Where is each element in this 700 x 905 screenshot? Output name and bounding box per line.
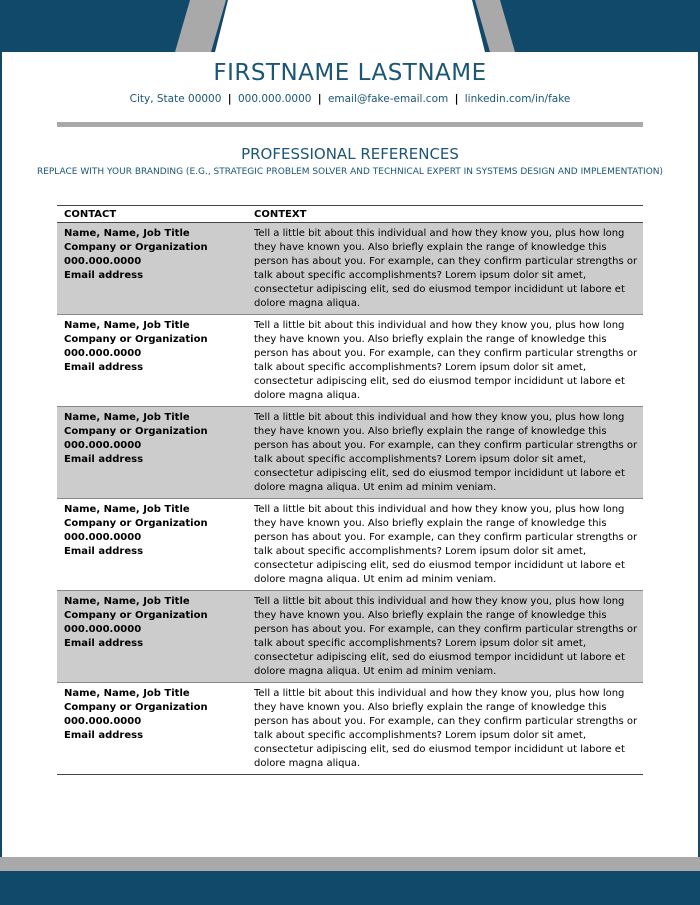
- table-row: [57, 591, 643, 683]
- reference-company: Company or Organization: [64, 242, 208, 253]
- table-row: [57, 683, 643, 775]
- reference-name: Name, Name, Job Title: [64, 412, 190, 423]
- table-row: [57, 499, 643, 591]
- contact-cell: [57, 595, 254, 679]
- email-address[interactable]: email@fake-email.com: [327, 93, 449, 105]
- document-title: PROFESSIONAL REFERENCES: [241, 145, 459, 163]
- reference-email: Email address: [64, 454, 144, 465]
- reference-phone: 000.000.0000: [64, 348, 142, 359]
- header-decoration: [0, 0, 700, 52]
- reference-name: Name, Name, Job Title: [64, 320, 190, 331]
- reference-name: Name, Name, Job Title: [64, 688, 190, 699]
- context-cell: Tell a little bit about this individual and how they know you, plus how long they have known you. Also briefly explain the range of knowledge this person has about you. For example, can they confirm particular strengths or talk about specific accomplishments? Lorem ipsum dolor sit amet, consectetur adipiscing elit, sed do eiusmod tempor incididunt ut labore et dolore magna aliqua.: [254, 228, 638, 309]
- reference-email: Email address: [64, 638, 144, 649]
- footer-accent-bar: [0, 857, 700, 871]
- context-cell: Tell a little bit about this individual and how they know you, plus how long they have known you. Also briefly explain the range of knowledge this person has about you. For example, can they confirm particular strengths or talk about specific accomplishments? Lorem ipsum dolor sit amet, consectetur adipiscing elit, sed do eiusmod tempor incididunt ut labore et dolore magna aliqua.: [254, 320, 638, 401]
- footer-band: [0, 871, 700, 905]
- table-row: [57, 315, 643, 407]
- reference-name: Name, Name, Job Title: [64, 596, 190, 607]
- page-edge-left: [0, 0, 2, 905]
- reference-name: Name, Name, Job Title: [64, 228, 190, 239]
- reference-phone: 000.000.0000: [64, 256, 142, 267]
- reference-company: Company or Organization: [64, 518, 208, 529]
- reference-email: Email address: [64, 362, 144, 373]
- table-header: [57, 205, 643, 223]
- separator: |: [454, 93, 459, 105]
- reference-email: Email address: [64, 270, 144, 281]
- context-cell: Tell a little bit about this individual and how they know you, plus how long they have known you. Also briefly explain the range of knowledge this person has about you. For example, can they confirm particular strengths or talk about specific accomplishments? Lorem ipsum dolor sit amet, consectetur adipiscing elit, sed do eiusmod tempor incididunt ut labore et dolore magna aliqua.: [254, 688, 638, 769]
- branding-statement: REPLACE WITH YOUR BRANDING (E.G., STRATEGIC PROBLEM SOLVER AND TECHNICAL EXPERT IN SYSTEMS DESIGN AND IMPLEMENTATION): [36, 167, 664, 177]
- reference-company: Company or Organization: [64, 702, 208, 713]
- contact-cell: [57, 319, 254, 403]
- context-cell: Tell a little bit about this individual and how they know you, plus how long they have known you. Also briefly explain the range of knowledge this person has about you. For example, can they confirm particular strengths or talk about specific accomplishments? Lorem ipsum dolor sit amet, consectetur adipiscing elit, sed do eiusmod tempor incididunt ut labore et dolore magna aliqua. Ut enim ad minim veniam.: [254, 596, 638, 677]
- contact-cell: [57, 411, 254, 495]
- separator: |: [317, 93, 322, 105]
- column-header-contact: CONTACT: [64, 208, 117, 220]
- table-row: [57, 407, 643, 499]
- table-row: [57, 223, 643, 315]
- reference-email: Email address: [64, 546, 144, 557]
- phone-number: 000.000.0000: [237, 93, 312, 105]
- reference-phone: 000.000.0000: [64, 624, 142, 635]
- references-table: [57, 205, 643, 775]
- reference-company: Company or Organization: [64, 426, 208, 437]
- linkedin-url[interactable]: linkedin.com/in/fake: [464, 93, 571, 105]
- contact-line: [0, 93, 700, 105]
- reference-company: Company or Organization: [64, 610, 208, 621]
- separator: |: [227, 93, 232, 105]
- city-state: City, State 00000: [129, 93, 222, 105]
- reference-email: Email address: [64, 730, 144, 741]
- reference-phone: 000.000.0000: [64, 716, 142, 727]
- reference-name: Name, Name, Job Title: [64, 504, 190, 515]
- context-cell: Tell a little bit about this individual and how they know you, plus how long they have known you. Also briefly explain the range of knowledge this person has about you. For example, can they confirm particular strengths or talk about specific accomplishments? Lorem ipsum dolor sit amet, consectetur adipiscing elit, sed do eiusmod tempor incididunt ut labore et dolore magna aliqua. Ut enim ad minim veniam.: [254, 504, 638, 585]
- contact-cell: [57, 687, 254, 771]
- contact-cell: [57, 227, 254, 311]
- context-cell: Tell a little bit about this individual and how they know you, plus how long they have known you. Also briefly explain the range of knowledge this person has about you. For example, can they confirm particular strengths or talk about specific accomplishments? Lorem ipsum dolor sit amet, consectetur adipiscing elit, sed do eiusmod tempor incididunt ut labore et dolore magna aliqua. Ut enim ad minim veniam.: [254, 412, 638, 493]
- reference-phone: 000.000.0000: [64, 440, 142, 451]
- reference-phone: 000.000.0000: [64, 532, 142, 543]
- contact-cell: [57, 503, 254, 587]
- reference-company: Company or Organization: [64, 334, 208, 345]
- header-divider: [57, 122, 643, 127]
- column-header-context: CONTEXT: [254, 208, 307, 220]
- person-name: FIRSTNAME LASTNAME: [213, 60, 487, 86]
